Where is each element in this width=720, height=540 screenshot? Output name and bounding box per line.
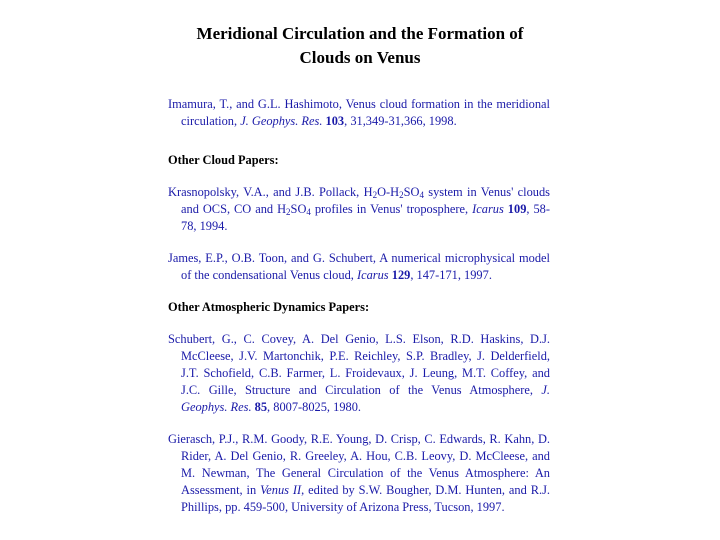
ref-journal: Icarus — [472, 202, 504, 216]
ref-subscript: 2 — [372, 190, 378, 200]
ref-subscript: 4 — [306, 207, 311, 217]
title-line-1: Meridional Circulation and the Formation of — [196, 24, 524, 43]
ref-subscript: 2 — [286, 207, 291, 217]
ref-text: system in Venus' clouds and OCS, CO and H — [181, 185, 550, 216]
ref-journal: J. Geophys. Res. — [240, 114, 323, 128]
reference-list — [168, 96, 550, 516]
ref-subscript: 2 — [399, 190, 404, 200]
ref-pages-year: , 31,349-31,366, 1998. — [344, 114, 457, 128]
ref-journal: J. Geophys. Res. — [181, 383, 550, 414]
ref-text: James, E.P., O.B. Toon, and G. Schubert, A numerical microphysical model of the condensational Venus cloud, — [168, 251, 550, 282]
ref-subscript: 4 — [419, 190, 424, 200]
reference-schubert — [168, 331, 550, 416]
ref-pages-year: , 147-171, 1997. — [410, 268, 492, 282]
ref-text: Krasnopolsky, V.A., and J.B. Pollack, H — [168, 185, 373, 199]
ref-pages-year: , 58-78, 1994. — [181, 202, 550, 233]
reference-krasnopolsky — [168, 184, 550, 235]
ref-publisher: , edited by S.W. Bougher, D.M. Hunten, and R.J. Phillips, pp. 459-500, University of Arizona Press, Tucson, 1997. — [181, 483, 550, 514]
slide-title — [0, 22, 720, 70]
heading-other-cloud-papers: Other Cloud Papers: — [168, 153, 279, 167]
ref-journal: Icarus — [356, 268, 389, 282]
ref-volume: 103 — [325, 114, 345, 128]
heading-other-atmospheric-dynamics-papers: Other Atmospheric Dynamics Papers: — [168, 300, 370, 314]
ref-text: profiles in Venus' troposphere, — [310, 202, 473, 216]
ref-text: O-H — [377, 185, 400, 199]
title-line-2: Clouds on Venus — [299, 48, 421, 67]
reference-james — [168, 250, 550, 284]
reference-imamura — [168, 96, 550, 130]
reference-gierasch — [168, 431, 550, 516]
ref-text: SO — [403, 185, 420, 199]
ref-volume: 85 — [254, 400, 268, 414]
ref-journal: Venus II — [260, 483, 302, 497]
ref-volume: 129 — [391, 268, 411, 282]
ref-pages-year: , 8007-8025, 1980. — [267, 400, 362, 414]
ref-text: Gierasch, P.J., R.M. Goody, R.E. Young, D. Crisp, C. Edwards, R. Kahn, D. Rider, A. Del Genio, R. Greeley, A. Hou, C.B. Leovy, D. McCleese, and M. Newman, The General Circulation of the Venus Atmosphere: An Assessment, in — [168, 432, 550, 497]
ref-text: SO — [290, 202, 307, 216]
ref-volume: 109 — [507, 202, 527, 216]
ref-text: Imamura, T., and G.L. Hashimoto, Venus cloud formation in the meridional circulation, — [168, 97, 550, 128]
ref-text: Schubert, G., C. Covey, A. Del Genio, L.S. Elson, R.D. Haskins, D.J. McCleese, J.V. Martonchik, P.E. Reichley, S.P. Bradley, J. Delderfield, J.T. Schofield, C.B. Farmer, L. Froidevaux, J. Leung, M.T. Coffey, and J.C. Gille, Structure and Circulation of the Venus Atmosphere, — [168, 332, 550, 397]
